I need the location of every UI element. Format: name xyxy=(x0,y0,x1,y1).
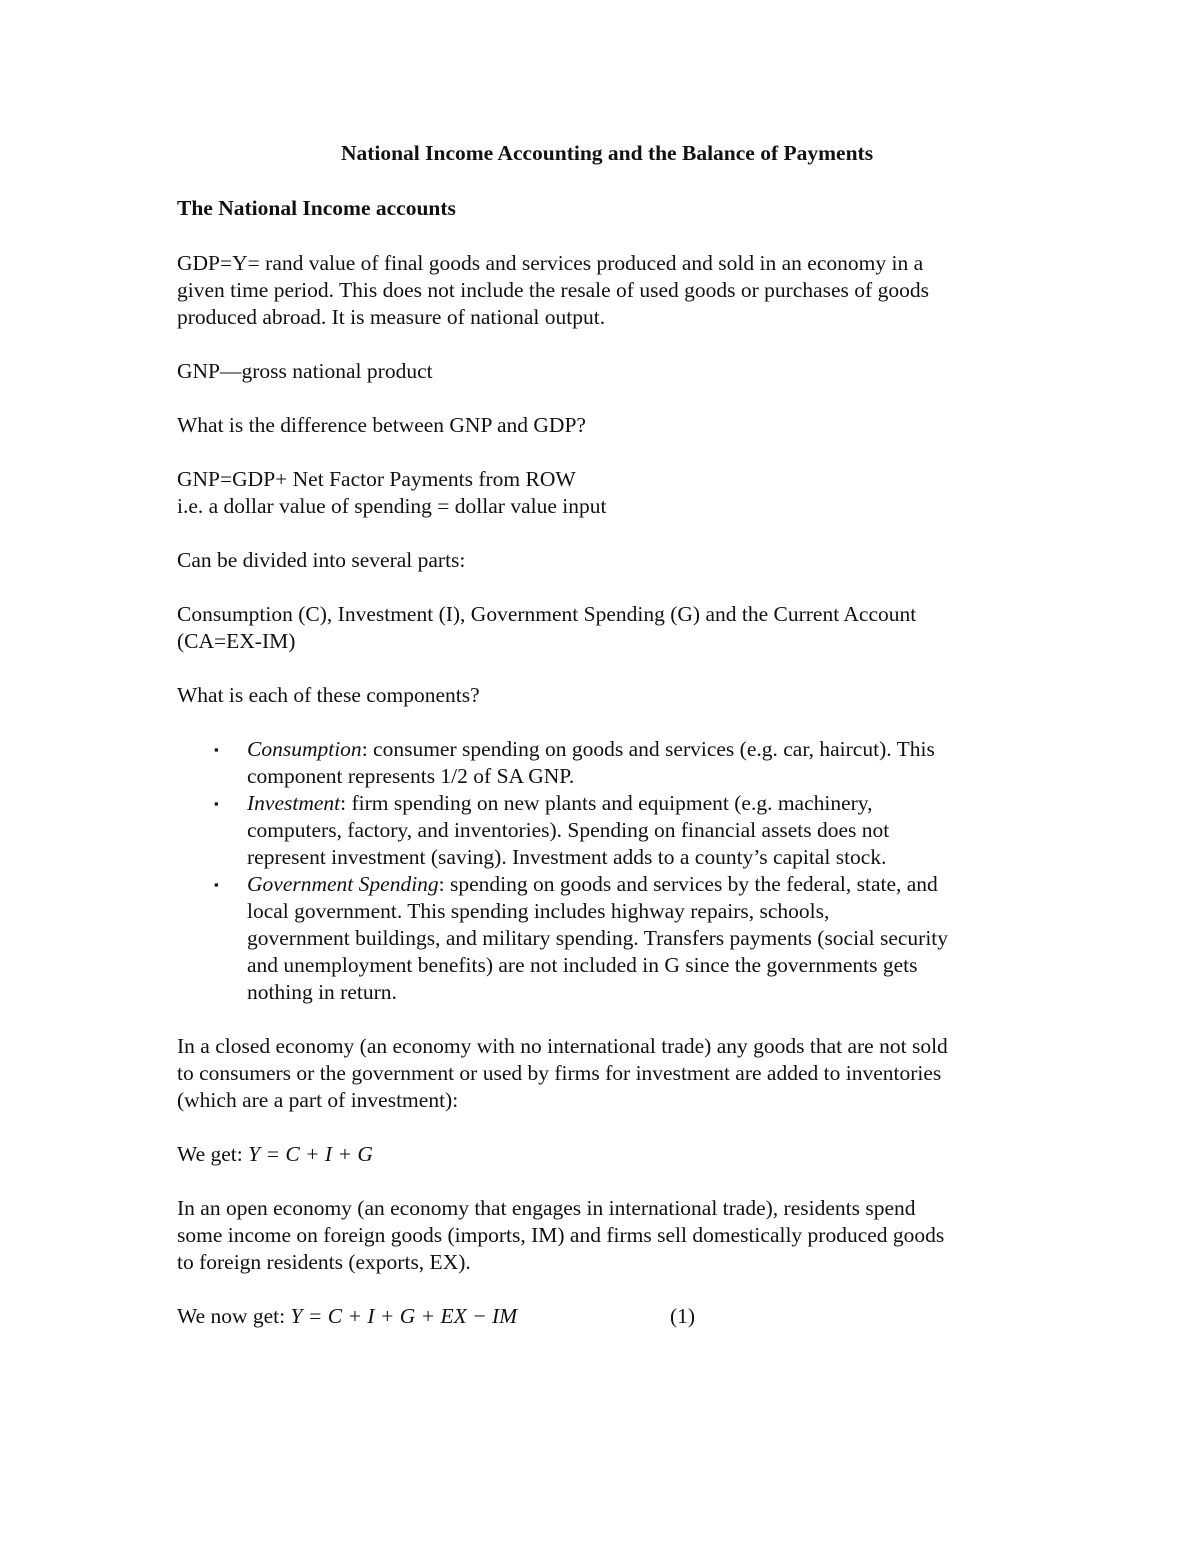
open-economy-text xyxy=(177,1195,1037,1276)
equation-prefix: We now get: xyxy=(177,1304,291,1328)
closed-economy-text xyxy=(177,1033,1037,1114)
page-title: National Income Accounting and the Balance of Payments xyxy=(340,141,874,165)
document-page xyxy=(177,140,1037,1357)
divided-text: Can be divided into several parts: xyxy=(177,548,466,572)
bullet-text: local government. This spending includes highway repairs, schools, xyxy=(247,899,830,923)
gnp-label: GNP—gross national product xyxy=(177,359,433,383)
bullet-icon: ▪ xyxy=(214,742,219,757)
bullet-text: : spending on goods and services by the federal, state, and xyxy=(438,872,938,896)
bullet-text: : consumer spending on goods and services (e.g. car, haircut). This xyxy=(361,737,935,761)
gdp-definition-line-2: given time period. This does not include the resale of used goods or purchases of goods xyxy=(177,278,929,302)
bullet-term: Investment xyxy=(247,791,341,815)
bullet-text: and unemployment benefits) are not included in G since the governments gets xyxy=(247,953,918,977)
components-line-1: Consumption (C), Investment (I), Government Spending (G) and the Current Account xyxy=(177,602,917,626)
equation-formula: Y = C + I + G xyxy=(248,1142,373,1166)
gdp-definition-line-3: produced abroad. It is measure of national output. xyxy=(177,305,606,329)
open-economy-line-2: some income on foreign goods (imports, IM) and firms sell domestically produced goods xyxy=(177,1223,945,1247)
gdp-definition xyxy=(177,250,1037,331)
open-economy-equation xyxy=(177,1303,1037,1330)
component-bullet-list xyxy=(177,736,1037,1006)
gnp-equation-line-1: GNP=GDP+ Net Factor Payments from ROW xyxy=(177,467,576,491)
bullet-term: Government Spending xyxy=(247,872,439,896)
equation-formula: Y = C + I + G + EX − IM xyxy=(290,1304,518,1328)
section-heading: The National Income accounts xyxy=(177,196,456,220)
gnp-equation xyxy=(177,466,1037,520)
bullet-icon: ▪ xyxy=(214,796,219,811)
list-item xyxy=(214,736,1037,790)
components-line-2: (CA=EX-IM) xyxy=(177,629,296,653)
bullet-term: Consumption xyxy=(247,737,362,761)
open-economy-line-3: to foreign residents (exports, EX). xyxy=(177,1250,471,1274)
closed-economy-line-1: In a closed economy (an economy with no international trade) any goods that are not sold xyxy=(177,1034,948,1058)
open-economy-line-1: In an open economy (an economy that engages in international trade), residents spend xyxy=(177,1196,916,1220)
equation-prefix: We get: xyxy=(177,1142,249,1166)
bullet-text: nothing in return. xyxy=(247,980,397,1004)
bullet-text: : firm spending on new plants and equipment (e.g. machinery, xyxy=(340,791,873,815)
list-item xyxy=(214,871,1037,1006)
bullet-icon: ▪ xyxy=(214,877,219,892)
gdp-definition-line-1: GDP=Y= rand value of final goods and services produced and sold in an economy in a xyxy=(177,251,924,275)
closed-economy-equation xyxy=(177,1141,1037,1168)
bullet-text: computers, factory, and inventories). Spending on financial assets does not xyxy=(247,818,890,842)
question-gnp-gdp: What is the difference between GNP and GDP? xyxy=(177,413,586,437)
bullet-text: represent investment (saving). Investment adds to a county’s capital stock. xyxy=(247,845,887,869)
gnp-equation-line-2: i.e. a dollar value of spending = dollar value input xyxy=(177,494,607,518)
bullet-text: component represents 1/2 of SA GNP. xyxy=(247,764,575,788)
components-text xyxy=(177,601,1037,655)
equation-number: (1) xyxy=(670,1304,696,1328)
closed-economy-line-3: (which are a part of investment): xyxy=(177,1088,459,1112)
bullet-text: government buildings, and military spending. Transfers payments (social security xyxy=(247,926,949,950)
question-components: What is each of these components? xyxy=(177,683,480,707)
closed-economy-line-2: to consumers or the government or used by firms for investment are added to inventories xyxy=(177,1061,942,1085)
list-item xyxy=(214,790,1037,871)
